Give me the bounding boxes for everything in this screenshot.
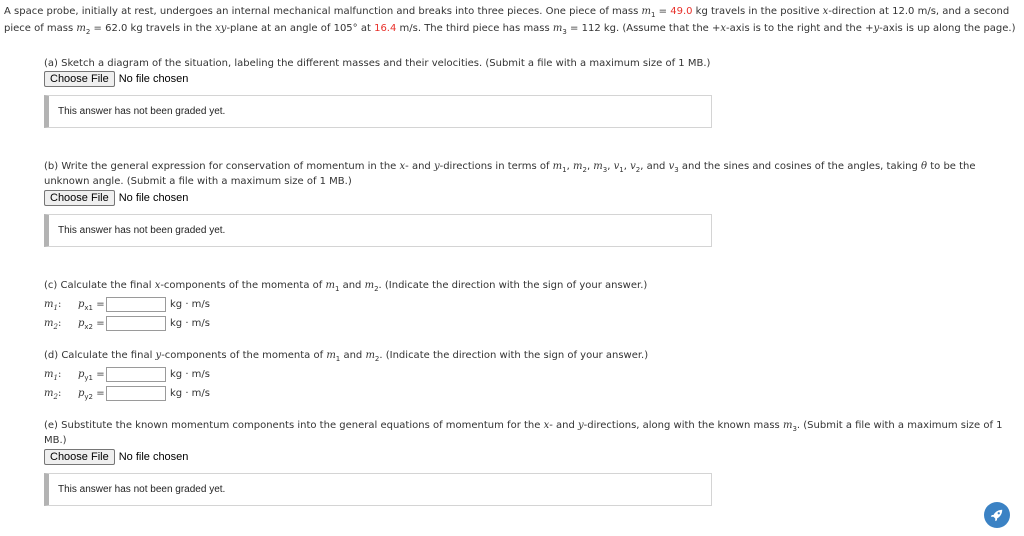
part-a-graded-text: This answer has not been graded yet. (58, 106, 226, 117)
part-c-row-m1: $m_1$: $p_{x1}$ = kg · m/s (44, 298, 210, 312)
rocket-icon[interactable] (984, 502, 1010, 528)
part-c-prompt: (c) Calculate the final x-components of the momenta of $m_1$ and $m_2$. (Indicate the direction with the sign of your answer.) (44, 280, 648, 293)
part-b-graded-text: This answer has not been graded yet. (58, 225, 226, 236)
px1-input[interactable] (106, 297, 166, 312)
part-e-choose-file-button[interactable]: Choose File (44, 449, 115, 465)
part-e-graded-box (44, 473, 712, 506)
part-e-upload (44, 449, 188, 465)
part-e-file-status: No file chosen (118, 451, 189, 463)
py2-input[interactable] (106, 386, 166, 401)
part-c-row-m2: $m_2$: $p_{x2}$ = kg · m/s (44, 317, 210, 331)
part-d-row-m1: $m_1$: $p_{y1}$ = kg · m/s (44, 368, 210, 382)
part-e-prompt: (e) Substitute the known momentum components into the general equations of momentum for the x- and y-directions, along with the known mass $m_3$. (Submit a file with a maximum size of 1 MB.) (44, 420, 1003, 446)
part-b-graded-box (44, 214, 712, 247)
part-a-prompt: (a) Sketch a diagram of the situation, labeling the different masses and their velocities. (Submit a file with a maximum size of 1 MB.) (44, 58, 711, 69)
problem-statement: A space probe, initially at rest, undergoes an internal mechanical malfunction and breaks into three pieces. One piece of mass $m_1 = 49.0$ kg travels in the positive x-direction at 12.0 m/s, and a second piece of mass $m_2 = 62.0$ kg travels in the xy-plane at an angle of 105° at 16.4 m/s. The third piece has mass $m_3 = 112$ kg. (Assume that the +x-axis is to the right and the +y-axis is up along the page.) (4, 6, 1016, 36)
part-a-file-status: No file chosen (118, 73, 189, 85)
part-d-row-m2: $m_2$: $p_{y2}$ = kg · m/s (44, 387, 210, 401)
rocket-glyph-icon (990, 508, 1004, 522)
px2-unit: kg · m/s (170, 317, 210, 329)
py2-unit: kg · m/s (170, 387, 210, 399)
part-b-file-status: No file chosen (118, 192, 189, 204)
part-b-prompt: (b) Write the general expression for conservation of momentum in the x- and y-directions in terms of $m_1$, $m_2$, $m_3$, $v_1$, $v_2$, and $v_3$ and the sines and cosines of the angles, taking θ to be the unknown angle. (Submit a file with a maximum size of 1 MB.) (44, 161, 976, 187)
part-b-choose-file-button[interactable]: Choose File (44, 190, 115, 206)
m1-value: 49.0 (670, 6, 693, 17)
v2-value: 16.4 (374, 23, 397, 34)
py1-input[interactable] (106, 367, 166, 382)
py1-unit: kg · m/s (170, 368, 210, 380)
part-e-graded-text: This answer has not been graded yet. (58, 484, 226, 495)
part-a-graded-box (44, 95, 712, 128)
part-a-upload (44, 71, 188, 87)
px2-input[interactable] (106, 316, 166, 331)
part-d-prompt: (d) Calculate the final y-components of the momenta of $m_1$ and $m_2$. (Indicate the direction with the sign of your answer.) (44, 350, 649, 363)
part-b-upload (44, 190, 188, 206)
px1-unit: kg · m/s (170, 298, 210, 310)
part-a-choose-file-button[interactable]: Choose File (44, 71, 115, 87)
